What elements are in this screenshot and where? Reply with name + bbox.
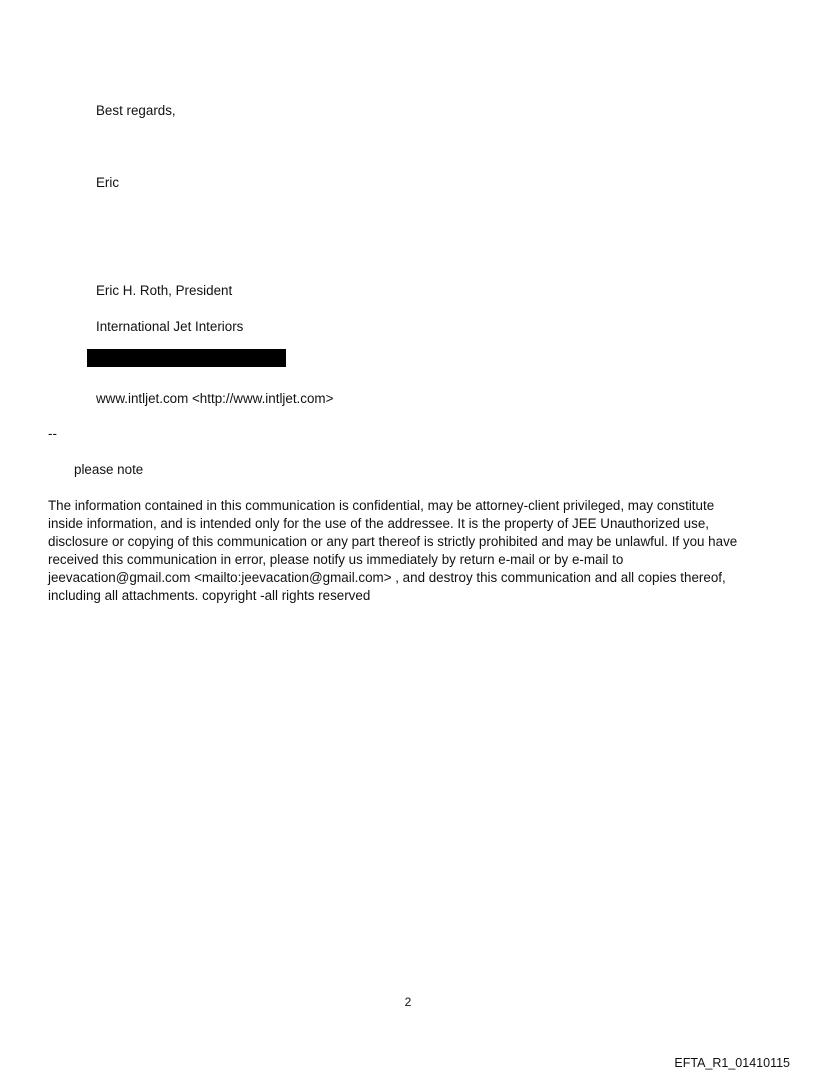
signer-first-name: Eric (96, 175, 120, 190)
notice-heading: please note (74, 462, 144, 477)
page-number: 2 (404, 995, 412, 1009)
separator: -- (48, 426, 57, 441)
redaction-bar (87, 349, 286, 367)
document-id: EFTA_R1_01410115 (674, 1056, 790, 1070)
notice-line: jeevacation@gmail.com <mailto:jeevacation@gmail.com> , and destroy this communication and all copies thereof, (48, 570, 726, 585)
notice-line: received this communication in error, please notify us immediately by return e-mail or by e-mail to (48, 552, 624, 567)
notice-line: including all attachments. copyright -all rights reserved (48, 588, 371, 603)
closing-text: Best regards, (96, 103, 176, 118)
confidentiality-notice (48, 497, 768, 605)
website-link[interactable]: www.intljet.com <http://www.intljet.com> (96, 391, 334, 406)
notice-line: inside information, and is intended only for the use of the addressee. It is the property of JEE Unauthorized use, (48, 516, 709, 531)
notice-line: disclosure or copying of this communication or any part thereof is strictly prohibited and may be unlawful. If you have (48, 534, 738, 549)
company-name: International Jet Interiors (96, 319, 244, 334)
signer-name-title: Eric H. Roth, President (96, 283, 233, 298)
notice-line: The information contained in this communication is confidential, may be attorney-client privileged, may constitute (48, 498, 715, 513)
